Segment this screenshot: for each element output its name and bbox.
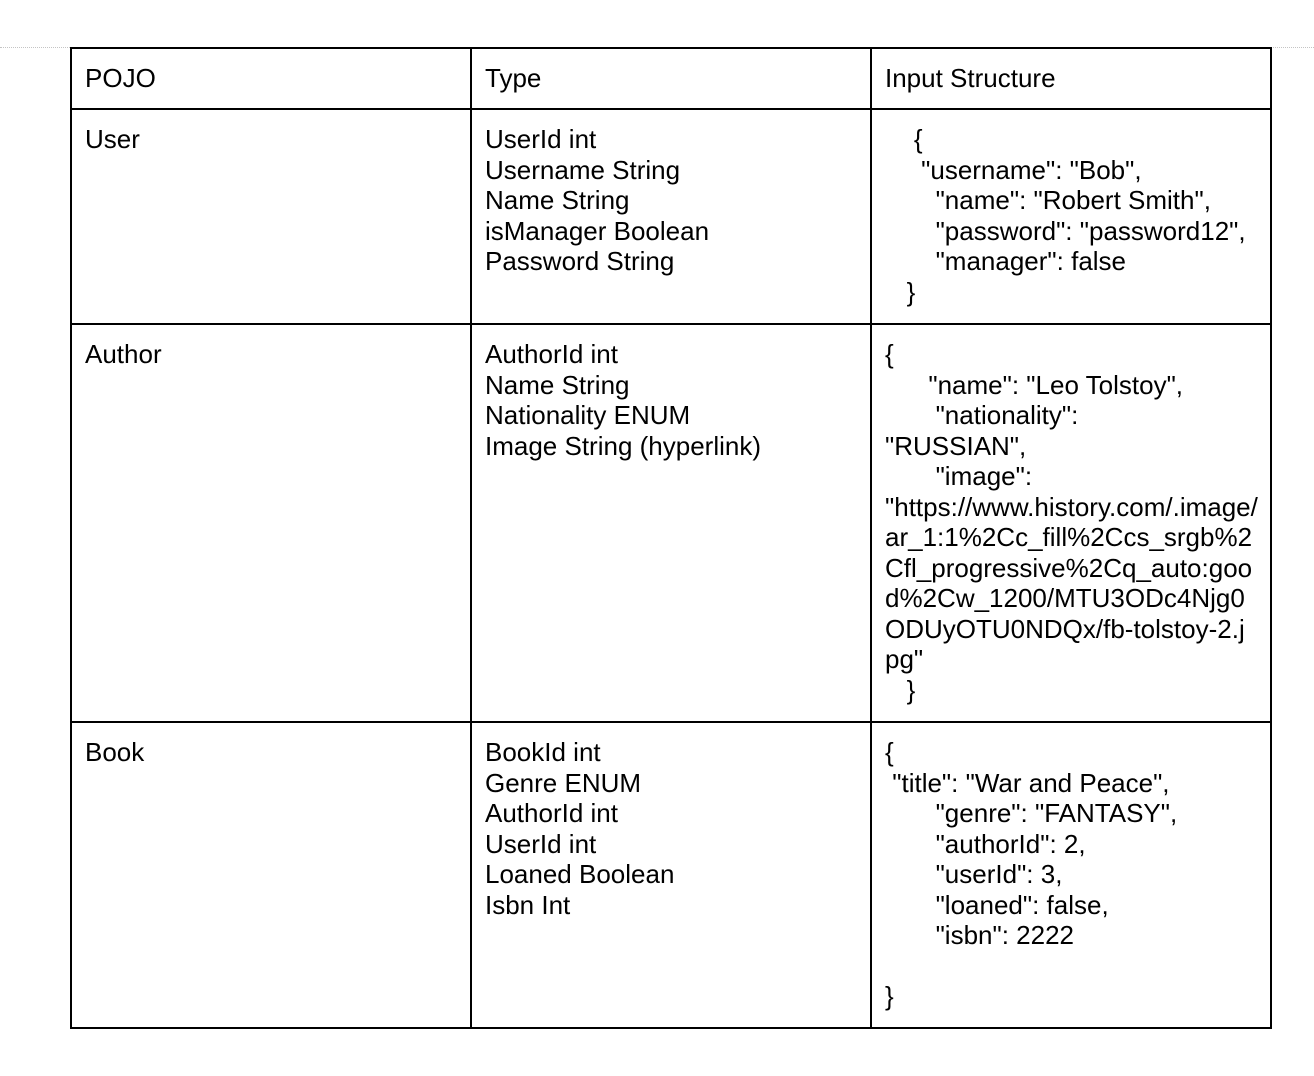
table-header-row	[71, 48, 1271, 109]
header-type: Type	[471, 48, 871, 109]
header-pojo: POJO	[71, 48, 471, 109]
cell-pojo-user: User	[71, 109, 471, 324]
cell-type-user: UserId int Username String Name String isManager Boolean Password String	[471, 109, 871, 324]
cell-type-author: AuthorId int Name String Nationality ENUM Image String (hyperlink)	[471, 324, 871, 722]
table-row	[71, 109, 1271, 324]
table-row	[71, 722, 1271, 1028]
table-row	[71, 324, 1271, 722]
pojo-table	[70, 47, 1272, 1029]
cell-input-book: { "title": "War and Peace", "genre": "FANTASY", "authorId": 2, "userId": 3, "loaned": false, "isbn": 2222 }	[871, 722, 1271, 1028]
cell-input-user: { "username": "Bob", "name": "Robert Smith", "password": "password12", "manager": false }	[871, 109, 1271, 324]
cell-type-book: BookId int Genre ENUM AuthorId int UserId int Loaned Boolean Isbn Int	[471, 722, 871, 1028]
header-input-structure: Input Structure	[871, 48, 1271, 109]
cell-input-author: { "name": "Leo Tolstoy", "nationality": "RUSSIAN", "image": "https://www.history.com/.image/ar_1:1%2Cc_fill%2Ccs_srgb%2Cfl_progressive%2Cq_auto:good%2Cw_1200/MTU3ODc4Njg0ODUyOTU0NDQx/fb-tolstoy-2.jpg" }	[871, 324, 1271, 722]
cell-pojo-book: Book	[71, 722, 471, 1028]
cell-pojo-author: Author	[71, 324, 471, 722]
